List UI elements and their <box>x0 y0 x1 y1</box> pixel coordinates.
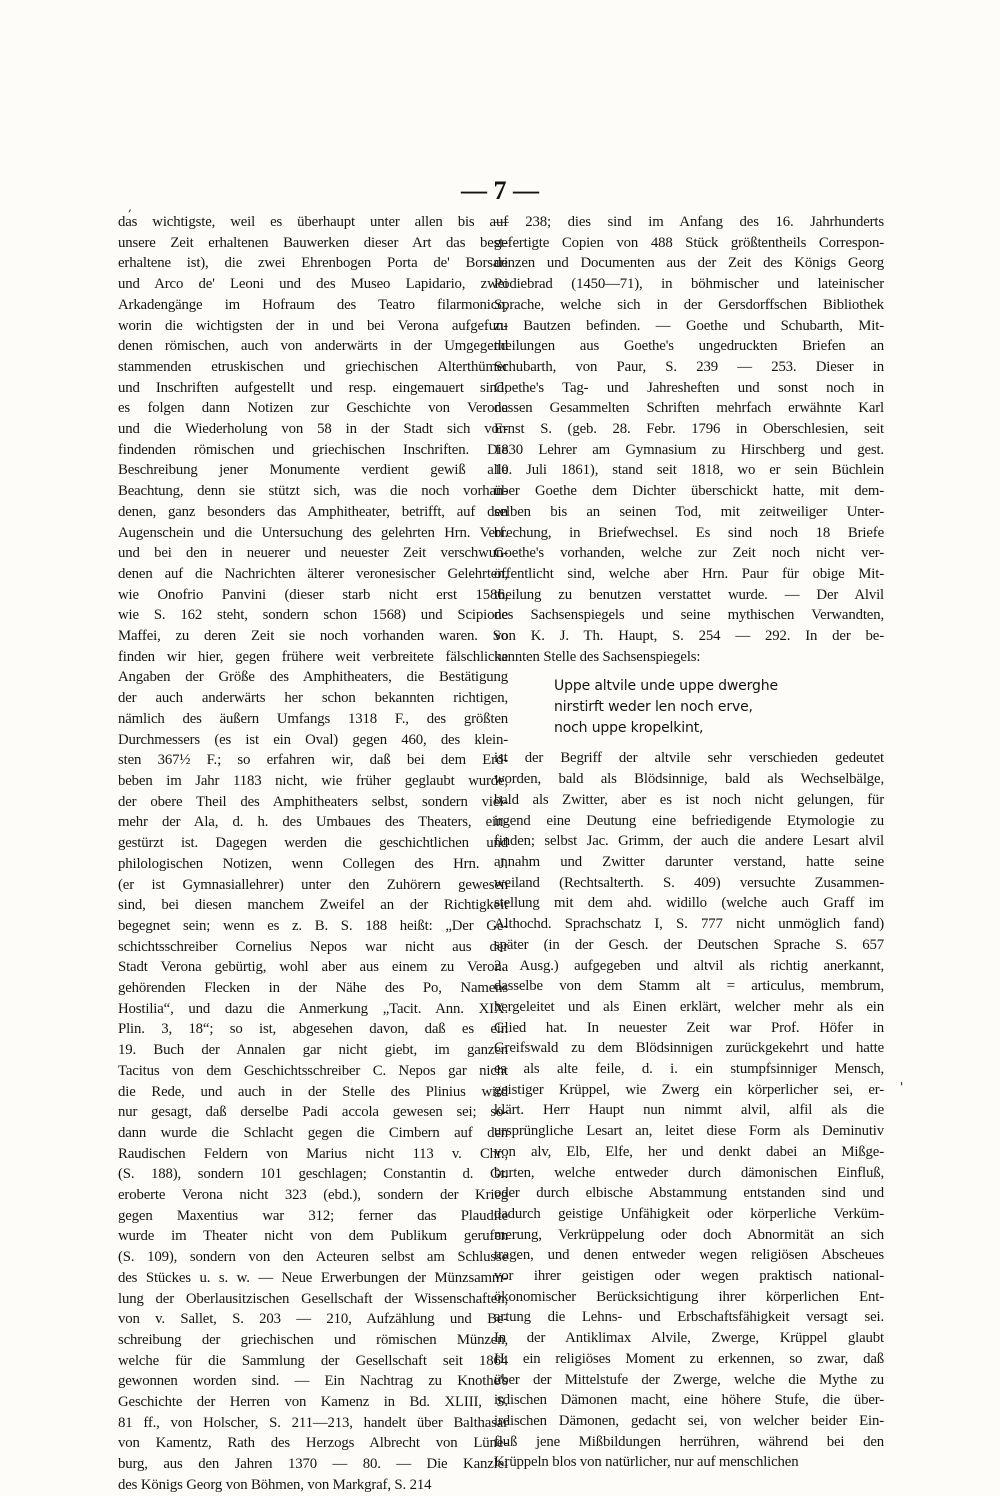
text-line: (S. 109), sondern von den Acteuren selbst am Schlusse <box>118 1249 508 1266</box>
text-line: ursprüngliche Lesart an, leitet diese Form als Deminutiv <box>494 1123 884 1140</box>
text-line: tragen, und denen entweder wegen religiösen Abscheues <box>494 1247 884 1264</box>
text-line: die Rede, und auch in der Stelle des Plinius wird <box>118 1083 508 1100</box>
text-line: lung der Oberlausitzischen Gesellschaft der Wissenschaften, <box>118 1290 508 1307</box>
text-line: ökonomischer Berücksichtigung ihrer körperlichen Ent- <box>494 1288 884 1305</box>
text-line: später (in der Gesch. der Deutschen Sprache S. 657 <box>494 936 884 953</box>
text-line: Goethe's vorhanden, welche zur Zeit noch nicht ver- <box>494 545 884 562</box>
text-line: brechung, in Briefwechsel. Es sind noch 18 Briefe <box>494 524 884 541</box>
text-line: 10. Juli 1861), stand seit 1818, wo er sein Büchlein <box>494 462 884 479</box>
text-line: Angaben der Größe des Amphitheaters, die Bestätigung <box>118 669 508 686</box>
text-line: oder durch elbische Abstammung entstanden sind und <box>494 1185 884 1202</box>
text-line: stellung mit dem ahd. widillo (welche auch Graff im <box>494 895 884 912</box>
text-line: Krüppeln blos von natürlicher, nur auf menschlichen <box>494 1454 799 1471</box>
text-line: kannten Stelle des Sachsenspiegels: <box>494 648 701 665</box>
text-line: irdischen Dämonen macht, eine höhere Stufe, die über- <box>494 1392 884 1409</box>
text-line: über Goethe dem Dichter überschickt hatte, mit dem- <box>494 483 884 500</box>
text-line: und die Wiederholung von 58 in der Stadt sich vor- <box>118 421 508 438</box>
sachsenspiegel-quotation <box>494 676 884 739</box>
text-line: von Kamentz, Rath des Herzogs Albrecht von Lüne- <box>118 1435 508 1452</box>
text-line: schreibung der griechischen und römischen Münzen, <box>118 1331 508 1348</box>
text-line: denen, ganz besonders das Amphitheater, betrifft, auf den <box>118 503 508 520</box>
text-line: sind, bei diesen manchem Zweifel an der Richtigkeit <box>118 897 508 914</box>
text-line: nur gesagt, daß derselbe Padi accola gewesen sei; so- <box>118 1104 508 1121</box>
text-line: Beschreibung jener Monumente verdient gewiß alle <box>118 462 508 479</box>
text-line: dann wurde die Schlacht gegen die Cimbern auf den <box>118 1124 508 1141</box>
text-line: 1830 Lehrer am Gymnasium zu Hirschberg und gest. <box>494 441 884 458</box>
stray-mark: ' <box>900 1080 904 1094</box>
text-line: Tacitus von dem Geschichtsschreiber C. Nepos gar nicht <box>118 1062 508 1079</box>
text-line: In der Antiklimax Alvile, Zwerge, Krüppel glaubt <box>494 1330 884 1347</box>
text-line: ist der Begriff der altvile sehr verschieden gedeutet <box>494 750 884 767</box>
text-line: eroberte Verona nicht 323 (ebd.), sondern der Krieg <box>118 1187 508 1204</box>
verse-line: nirstirft weder len noch erve, <box>554 699 753 716</box>
right-text-column <box>494 212 884 1473</box>
text-line: 19. Buch der Annalen gar nicht giebt, im ganzen <box>118 1042 508 1059</box>
text-line: schichtsschreiber Cornelius Nepos war nicht aus der <box>118 938 508 955</box>
verse-line: noch uppe kropelkint, <box>554 720 704 737</box>
text-line: stammenden etruskischen und griechischen Alterthümer <box>118 358 508 375</box>
text-line: dasselbe von dem Stamm alt = articulus, membrum, <box>494 978 884 995</box>
text-line: 81 ff., von Holscher, S. 211—213, handelt über Balthasar <box>118 1414 508 1431</box>
text-line: theilung zu benutzen verstattet wurde. — Der Alvil <box>494 586 884 603</box>
text-line: denen römischen, auch von anderwärts in der Umgegend <box>118 338 508 355</box>
text-line: philologischen Notizen, wenn Collegen des Hrn. J. <box>118 855 508 872</box>
text-line: klärt. Herr Haupt nun nimmt alvil, alfil als die <box>494 1102 884 1119</box>
text-line: beben im Jahr 1183 nicht, wie früher geglaubt wurde, <box>118 772 508 789</box>
text-line: der auch anderwärts her schon bekannten richtigen, <box>118 690 508 707</box>
text-line: Althochd. Sprachschatz I, S. 777 nicht unmöglich fand) <box>494 916 884 933</box>
text-line: gewonnen worden sind. — Ein Nachtrag zu Knothe's <box>118 1373 508 1390</box>
text-line: (er ist Gymnasiallehrer) unter den Zuhörern gewesen <box>118 876 508 893</box>
text-line: wie S. 162 steht, sondern schon 1568) und Scipione <box>118 607 508 624</box>
stray-mark: , <box>128 200 132 214</box>
text-line: Hostilia“, und dazu die Anmerkung „Tacit. Ann. XIX. <box>118 1000 508 1017</box>
text-line: Greifswald zu dem Blödsinnigen zurückgekehrt und hatte <box>494 1040 884 1057</box>
text-line: dessen Gesammelten Schriften mehrfach erwähnte Karl <box>494 400 884 417</box>
text-line: unsere Zeit erhaltenen Bauwerken dieser Art das best- <box>118 234 508 251</box>
text-line: selben bis an seinen Tod, mit zeitweiliger Unter- <box>494 503 884 520</box>
text-line: findenden römischen und griechischen Inschriften. Die <box>118 441 508 458</box>
text-line: und bei den in neuerer und neuester Zeit verschwun- <box>118 545 508 562</box>
text-line: (S. 188), sondern 101 geschlagen; Constantin d. Gr. <box>118 1166 508 1183</box>
text-line: merung, Verkrüppelung oder doch Abnormität an sich <box>494 1226 884 1243</box>
left-text-column <box>118 212 508 1496</box>
text-line: — 238; dies sind im Anfang des 16. Jahrhunderts <box>494 214 884 230</box>
text-line: Augenschein und die Untersuchung des gelehrten Hrn. Verf. <box>118 524 508 541</box>
text-line: öffentlicht sind, welche aber Hrn. Paur für obige Mit- <box>494 565 884 582</box>
text-line: des Königs Georg von Böhmen, von Markgraf, S. 214 <box>118 1476 432 1493</box>
text-line: von K. J. Th. Haupt, S. 254 — 292. In der be- <box>494 628 884 645</box>
text-line: Geschichte der Herren von Kamenz in Bd. XLIII, S. <box>118 1394 508 1411</box>
text-line: des Stückes u. s. w. — Neue Erwerbungen der Münzsamm- <box>118 1269 508 1286</box>
text-line: gestürzt ist. Dagegen werden die geschichtlichen und <box>118 835 508 852</box>
text-line: burten, welche entweder durch dämonischen Einfluß, <box>494 1164 884 1181</box>
text-line: des Sachsenspiegels und seine mythischen Verwandten, <box>494 607 884 624</box>
text-line: der obere Theil des Amphitheaters selbst, sondern viel- <box>118 793 508 810</box>
text-line: geistiger Krüppel, wie Zwerg ein körperlicher sei, er- <box>494 1081 884 1098</box>
text-line: von v. Sallet, S. 203 — 210, Aufzählung und Be- <box>118 1311 508 1328</box>
verse-line: Uppe altvile unde uppe dwerghe <box>554 678 778 695</box>
text-line: Sprache, welche sich in der Gersdorffschen Bibliothek <box>494 296 884 313</box>
text-line: sten 367½ F.; so erfahren wir, daß bei dem Erd- <box>118 752 508 769</box>
text-line: gehörenden Flecken in der Nähe des Po, Namens <box>118 980 508 997</box>
right-text-block-after-verse <box>494 748 884 1473</box>
text-line: erhaltene ist), die zwei Ehrenbogen Porta de' Borsari <box>118 255 508 272</box>
text-line: 2. Ausg.) aufgegeben und altvil als richtig anerkannt, <box>494 957 884 974</box>
text-line: es folgen dann Notizen zur Geschichte von Verona <box>118 400 508 417</box>
text-line: gefertigte Copien von 488 Stück größtentheils Correspon- <box>494 234 884 251</box>
text-line: fluß jene Mißbildungen herrühren, während bei den <box>494 1433 884 1450</box>
right-text-block-before-verse <box>494 212 884 667</box>
text-line: mehr der Ala, d. h. des Umbaues des Theaters, ein- <box>118 814 508 831</box>
text-line: dadurch geistige Unfähigkeit oder körperliche Verküm- <box>494 1205 884 1222</box>
text-line: und Arco de' Leoni und des Museo Lapidario, zwei <box>118 276 508 293</box>
text-line: worden, bald als Blödsinnige, bald als Wechselbälge, <box>494 771 884 788</box>
text-line: Durchmessers (es ist ein Oval) gegen 460, des klein- <box>118 731 508 748</box>
text-line: wurde im Theater nicht von dem Publikum gerufen <box>118 1228 508 1245</box>
text-line: Maffei, zu deren Zeit sie noch vorhanden waren. So <box>118 628 508 645</box>
text-line: über der Mittelstufe der Zwerge, welche die Mythe zu <box>494 1371 884 1388</box>
text-line: theilungen aus Goethe's ungedruckten Briefen an <box>494 338 884 355</box>
text-line: und Inschriften aufgestellt und resp. eingemauert sind; <box>118 379 508 396</box>
text-line: artung die Lehns- und Erbschaftsfähigkeit versagt sei. <box>494 1309 884 1326</box>
text-line: Ernst S. (geb. 28. Febr. 1796 in Oberschlesien, seit <box>494 421 884 438</box>
text-line: burg, aus den Jahren 1370 — 80. — Die Kanzlei <box>118 1456 508 1473</box>
text-line: finden wir hier, gegen frühere weit verbreitete fälschliche <box>118 648 508 665</box>
text-line: wie Onofrio Panvini (dieser starb nicht erst 1586, <box>118 586 508 603</box>
text-line: Raudischen Feldern von Marius nicht 113 v. Chr., <box>118 1145 508 1162</box>
text-line: Stadt Verona gebürtig, wohl aber aus einem zu Verona <box>118 959 508 976</box>
text-line: bald als Zwitter, aber es ist noch nicht gelungen, für <box>494 791 884 808</box>
text-line: von alv, Elb, Elfe, her und denkt dabei an Mißge- <box>494 1143 884 1160</box>
text-line: nämlich des äußern Umfangs 1318 F., des größten <box>118 710 508 727</box>
text-line: welche für die Sammlung der Gesellschaft seit 1864 <box>118 1352 508 1369</box>
text-line: gegen Maxentius war 312; ferner das Plaudite <box>118 1207 508 1224</box>
text-line: irgend eine Deutung eine befriedigende Etymologie zu <box>494 812 884 829</box>
page-number: — 7 — <box>461 176 539 205</box>
text-line: Beachtung, denn sie stützt sich, was die noch vorhan- <box>118 483 508 500</box>
text-line: vor ihrer geistigen oder wegen praktisch national- <box>494 1268 884 1285</box>
text-line: hergeleitet und als Einen erklärt, welcher mehr als ein <box>494 998 884 1015</box>
text-line: zu Bautzen befinden. — Goethe und Schubarth, Mit- <box>494 317 884 334</box>
text-line: denen auf die Nachrichten älterer veronesischer Gelehrten, <box>118 565 508 582</box>
text-line: annahm und Zwitter darunter verstand, hatte seine <box>494 853 884 870</box>
text-line: denzen und Documenten aus der Zeit des Königs Georg <box>494 255 884 272</box>
text-line: das wichtigste, weil es überhaupt unter allen bis auf <box>118 214 508 230</box>
text-line: es als alte feile, d. i. ein stumpfsinniger Mensch, <box>494 1061 884 1078</box>
text-line: Podiebrad (1450—71), in böhmischer und lateinischer <box>494 276 884 293</box>
text-line: Goethe's Tag- und Jahresheften und sonst noch in <box>494 379 884 396</box>
text-line: finden; selbst Jac. Grimm, der auch die andere Lesart alvil <box>494 833 884 850</box>
text-line: Schubarth, von Paur, S. 239 — 253. Dieser in <box>494 358 884 375</box>
text-line: irdischen Dämonen, gedacht sei, von welcher beider Ein- <box>494 1412 884 1429</box>
text-line: worin die wichtigsten der in und bei Verona aufgefun- <box>118 317 508 334</box>
text-line: weiland (Rechtsalterth. S. 409) versuchte Zusammen- <box>494 874 884 891</box>
text-line: Arkadengänge im Hofraum des Teatro filarmonico, <box>118 296 508 313</box>
text-line: Plin. 3, 18“; so ist, abgesehen davon, daß es ein <box>118 1021 508 1038</box>
text-line: H. ein religiöses Moment zu erkennen, so zwar, daß <box>494 1350 884 1367</box>
text-line: begegnet sein; wenn es z. B. S. 188 heißt: „Der Ge- <box>118 917 508 934</box>
text-line: Glied hat. In neuester Zeit war Prof. Höfer in <box>494 1019 884 1036</box>
